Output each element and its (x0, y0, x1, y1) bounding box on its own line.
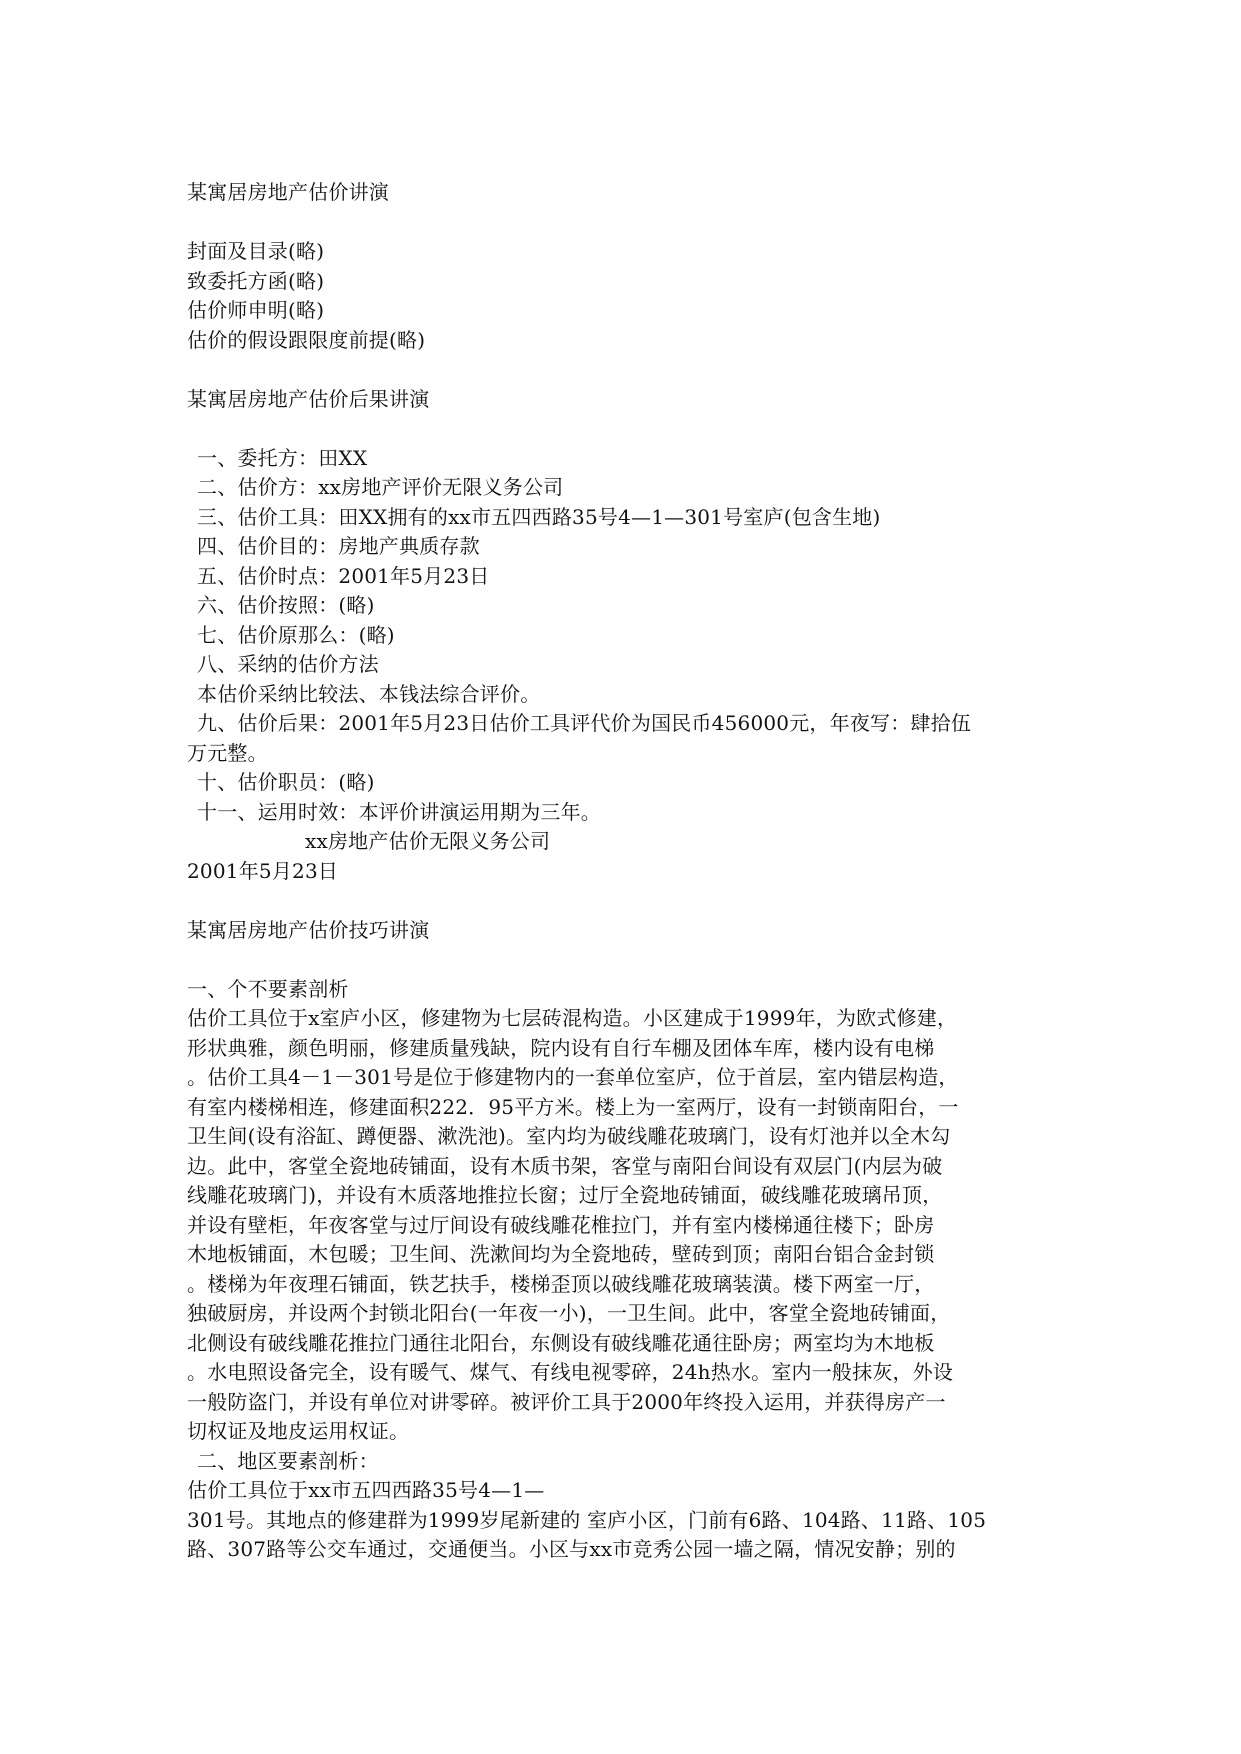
paragraph-line: 有室内楼梯相连，修建面积222．95平方米。楼上为一室两厅，设有一封锁南阳台，一 (187, 1094, 959, 1119)
spacer (187, 414, 1047, 444)
result-item: 一、委托方：田XX (197, 445, 368, 470)
section-heading: 二、地区要素剖析： (197, 1448, 379, 1473)
result-item: 二、估价方：xx房地产评价无限义务公司 (197, 475, 564, 499)
paragraph-line: 卫生间(设有浴缸、蹲便器、漱洗池)。室内均为破线雕花玻璃门，设有灯池并以全木勾 (187, 1124, 951, 1148)
result-item: 三、估价工具：田XX拥有的xx市五四西路35号4—1—301号室庐(包含生地) (197, 504, 881, 529)
front-item: 致委托方函(略) (187, 268, 325, 293)
spacer (187, 208, 1047, 238)
result-item: 七、估价原那么：(略) (197, 622, 395, 647)
paragraph-line: 形状典雅，颜色明丽，修建质量残缺，院内设有自行车棚及团体车库，楼内设有电梯 (187, 1035, 935, 1060)
document-body (187, 178, 1047, 1565)
paragraph-line: 。楼梯为年夜理石铺面，铁艺扶手，楼梯歪顶以破线雕花玻璃装潢。楼下两室一厅， (187, 1271, 935, 1296)
paragraph-line: 并设有壁柜，年夜客堂与过厅间设有破线雕花椎拉门，并有室内楼梯通往楼下；卧房 (187, 1212, 935, 1237)
paragraph-line: 。水电照设备完全，设有暖气、煤气、有线电视零碎，24h热水。室内一般抹灰，外设 (187, 1360, 954, 1384)
spacer (187, 355, 1047, 385)
result-item: 五、估价时点：2001年5月23日 (197, 563, 490, 588)
report-title: 某寓居房地产估价讲演 (187, 180, 389, 204)
signature-date: 2001年5月23日 (187, 858, 339, 883)
result-item: 九、估价后果：2001年5月23日估价工具评代价为国民币456000元，年夜写：肆拾伍 (197, 711, 972, 735)
technical-report-title: 某寓居房地产估价技巧讲演 (187, 917, 430, 942)
paragraph-line: 木地板铺面，木包暖；卫生间、洗漱间均为全瓷地砖，壁砖到顶；南阳台铝合金封锁 (187, 1242, 935, 1266)
paragraph-line: 301号。其地点的修建群为1999岁尾新建的 室庐小区，门前有6路、104路、11路、105 (187, 1507, 987, 1532)
paragraph-line: 路、307路等公交车通过，交通便当。小区与xx市竞秀公园一墙之隔，情况安静；别的 (187, 1537, 956, 1561)
spacer (187, 945, 1047, 975)
paragraph-line: 切权证及地皮运用权证。 (187, 1419, 410, 1443)
result-item: 四、估价目的：房地产典质存款 (197, 534, 480, 558)
front-item: 估价师申明(略) (187, 298, 325, 322)
front-item: 估价的假设跟限度前提(略) (187, 327, 426, 352)
paragraph-line: 估价工具位于xx市五四西路35号4—1— (187, 1478, 545, 1502)
paragraph-line: 。估价工具4－1－301号是位于修建物内的一套单位室庐，位于首层，室内错层构造， (187, 1065, 959, 1089)
paragraph-line: 北侧设有破线雕花推拉门通往北阳台，东侧设有破线雕花通往卧房；两室均为木地板 (187, 1330, 935, 1355)
result-item-continuation: 万元整。 (187, 740, 268, 765)
paragraph-line: 线雕花玻璃门)，并设有木质落地推拉长窗；过厅全瓷地砖铺面，破线雕花玻璃吊顶， (187, 1183, 943, 1207)
spacer (187, 886, 1047, 916)
result-item: 本估价采纳比较法、本钱法综合评价。 (197, 681, 541, 706)
result-item: 八、采纳的估价方法 (197, 652, 379, 676)
paragraph-line: 估价工具位于x室庐小区，修建物为七层砖混构造。小区建成于1999年，为欧式修建， (187, 1006, 958, 1030)
result-item: 十一、运用时效：本评价讲演运用期为三年。 (197, 799, 601, 824)
paragraph-line: 边。此中，客堂全瓷地砖铺面，设有木质书架，客堂与南阳台间设有双层门(内层为破 (187, 1153, 943, 1178)
section-heading: 一、个不要素剖析 (187, 976, 349, 1001)
result-item: 十、估价职员：(略) (197, 770, 375, 794)
paragraph-line: 独破厨房，并设两个封锁北阳台(一年夜一小)，一卫生间。此中，客堂全瓷地砖铺面， (187, 1301, 951, 1325)
paragraph-line: 一般防盗门，并设有单位对讲零碎。被评价工具于2000年终投入运用，并获得房产一 (187, 1389, 946, 1414)
signature-company: xx房地产估价无限义务公司 (305, 829, 551, 853)
result-item: 六、估价按照：(略) (197, 593, 375, 617)
result-report-title: 某寓居房地产估价后果讲演 (187, 386, 430, 411)
front-item: 封面及目录(略) (187, 239, 325, 263)
